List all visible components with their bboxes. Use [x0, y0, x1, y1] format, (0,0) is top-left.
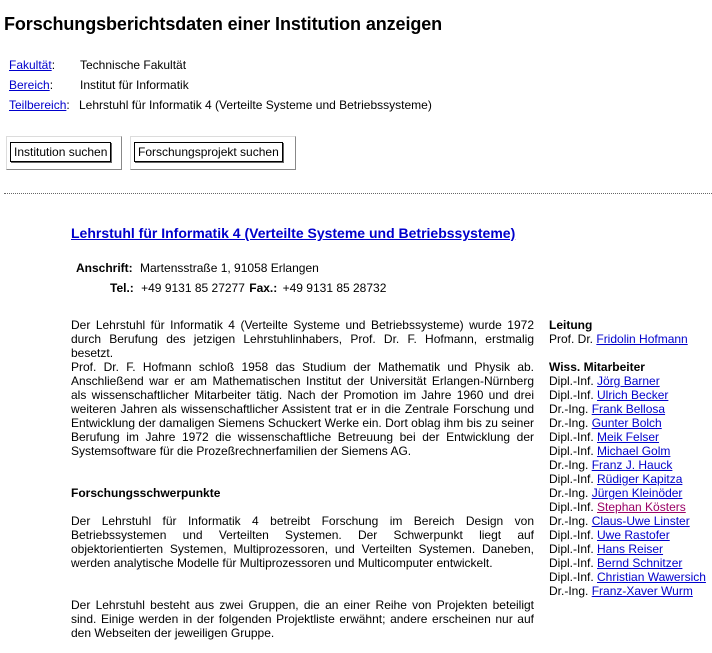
staff-person-link[interactable]: Jörg Barner — [597, 374, 660, 388]
staff-item — [549, 570, 709, 584]
staff-heading: Wiss. Mitarbeiter — [549, 360, 645, 374]
staff-person-link[interactable]: Franz J. Hauck — [591, 458, 673, 472]
staff-title: Dipl.-Inf. — [549, 556, 598, 570]
research-focus-heading: Forschungsschwerpunkte — [71, 486, 221, 500]
teilbereich-link[interactable]: Teilbereich — [9, 98, 67, 112]
staff-title: Dipl.-Inf. — [549, 500, 598, 514]
leadership-title: Prof. Dr. — [549, 332, 594, 346]
bereich-value: Institut für Informatik — [80, 78, 189, 92]
staff-person-link[interactable]: Stephan Kösters — [597, 500, 686, 514]
staff-item — [549, 500, 709, 514]
staff-item — [549, 472, 709, 486]
staff-item — [549, 584, 709, 598]
leadership-item — [549, 332, 709, 346]
staff-section — [549, 360, 709, 598]
description-history: Prof. Dr. F. Hofmann schloß 1958 das Studium der Mathematik und Physik ab. Anschließend war er am Mathematischen Institut der Universität Erlangen-Nürnberg als wissenschaftlicher Mitarbeiter tätig. Nach der Promotion im Jahre 1960 und drei weiteren Jahren als wissenschaftlicher Assistent trat er in die Zentrale Forschung und Entwicklung der damaligen Siemens Schuckert Werke ein. Dort oblag ihm bis zu seiner Berufung im Jahre 1972 die wissenschaftliche Betreuung bei der Entwicklung der Systemsoftware für die Prozeßrechnerfamilien der Siemens AG. — [71, 360, 534, 458]
staff-title: Dipl.-Inf. — [549, 388, 598, 402]
staff-person-link[interactable]: Rüdiger Kapitza — [597, 472, 683, 486]
staff-list — [549, 374, 709, 598]
institution-title-link[interactable]: Lehrstuhl für Informatik 4 (Verteilte Systeme und Betriebssysteme) — [71, 225, 516, 241]
staff-title: Dipl.-Inf. — [549, 374, 598, 388]
staff-title: Dipl.-Inf. — [549, 472, 598, 486]
staff-title: Dipl.-Inf. — [549, 570, 598, 584]
project-search-frame — [130, 136, 296, 170]
staff-title: Dipl.-Inf. — [549, 444, 598, 458]
address-row — [76, 261, 319, 275]
staff-title: Dipl.-Inf. — [549, 542, 598, 556]
leadership-section — [549, 318, 709, 346]
fakultaet-link[interactable]: Fakultät — [9, 58, 52, 72]
leadership-heading: Leitung — [549, 318, 593, 332]
staff-item — [549, 444, 709, 458]
description-intro: Der Lehrstuhl für Informatik 4 (Verteilte Systeme und Betriebssysteme) wurde 1972 durch Berufung des jetzigen Lehrstuhlinhabers, Prof. Dr. F. Hofmann, erstmalig besetzt. — [71, 318, 534, 360]
staff-title: Dipl.-Inf. — [549, 430, 598, 444]
staff-person-link[interactable]: Claus-Uwe Linster — [591, 514, 690, 528]
staff-person-link[interactable]: Uwe Rastofer — [597, 528, 670, 542]
project-search-button[interactable]: Forschungsprojekt suchen — [134, 142, 283, 162]
institution-search-frame — [6, 136, 122, 170]
institution-search-button[interactable]: Institution suchen — [10, 142, 111, 162]
fax-label: Fax.: — [249, 281, 278, 295]
staff-item — [549, 416, 709, 430]
staff-item — [549, 388, 709, 402]
meta-bereich: Bereich: Institut für Informatik — [9, 78, 189, 92]
address-value: Martensstraße 1, 91058 Erlangen — [140, 261, 319, 275]
phone-row — [110, 281, 386, 295]
staff-item — [549, 430, 709, 444]
staff-title: Dr.-Ing. — [549, 584, 592, 598]
staff-title: Dr.-Ing. — [549, 402, 592, 416]
tel-value: +49 9131 85 27277 — [141, 281, 245, 295]
staff-title: Dr.-Ing. — [549, 458, 592, 472]
research-focus-text: Der Lehrstuhl für Informatik 4 betreibt Forschung im Bereich Design von Betriebssystemen und Verteilten Systemen. Der Schwerpunkt liegt auf objektorientierten Systemen, Multiprozessoren, und Verteilten Systemen. Daneben, werden analytische Modelle für Multiprozessoren und Multicomputer entwickelt. — [71, 514, 534, 570]
staff-person-link[interactable]: Christian Wawersich — [597, 570, 706, 584]
fakultaet-value: Technische Fakultät — [80, 58, 187, 72]
staff-item — [549, 486, 709, 500]
staff-item — [549, 542, 709, 556]
staff-title: Dr.-Ing. — [549, 514, 592, 528]
staff-person-link[interactable]: Bernd Schnitzer — [597, 556, 683, 570]
meta-teilbereich: Teilbereich: Lehrstuhl für Informatik 4 (Verteilte Systeme und Betriebssysteme) — [9, 98, 432, 112]
staff-item — [549, 374, 709, 388]
staff-person-link[interactable]: Franz-Xaver Wurm — [591, 584, 693, 598]
staff-person-link[interactable]: Gunter Bolch — [591, 416, 662, 430]
staff-person-link[interactable]: Meik Felser — [597, 430, 660, 444]
staff-person-link[interactable]: Ulrich Becker — [597, 388, 669, 402]
staff-person-link[interactable]: Jürgen Kleinöder — [591, 486, 683, 500]
staff-person-link[interactable]: Hans Reiser — [597, 542, 664, 556]
staff-title: Dr.-Ing. — [549, 486, 592, 500]
staff-item — [549, 528, 709, 542]
leadership-person-link[interactable]: Fridolin Hofmann — [596, 332, 688, 346]
bereich-link[interactable]: Bereich — [9, 78, 50, 92]
divider — [4, 193, 712, 194]
staff-person-link[interactable]: Frank Bellosa — [591, 402, 666, 416]
staff-title: Dr.-Ing. — [549, 416, 592, 430]
teilbereich-value: Lehrstuhl für Informatik 4 (Verteilte Systeme und Betriebssysteme) — [79, 98, 432, 112]
fax-value: +49 9131 85 28732 — [282, 281, 387, 295]
staff-item — [549, 402, 709, 416]
staff-title: Dipl.-Inf. — [549, 528, 598, 542]
staff-item — [549, 556, 709, 570]
groups-text: Der Lehrstuhl besteht aus zwei Gruppen, die an einer Reihe von Projekten beteiligt sind. Einige werden in der folgenden Projektliste erwähnt; andere erscheinen nur auf den Webseiten der jeweiligen Gruppe. — [71, 598, 534, 640]
staff-item — [549, 458, 709, 472]
tel-label: Tel.: — [110, 281, 134, 295]
address-label: Anschrift: — [76, 261, 133, 275]
page-title: Forschungsberichtsdaten einer Institution anzeigen — [4, 14, 443, 34]
staff-item — [549, 514, 709, 528]
staff-person-link[interactable]: Michael Golm — [597, 444, 671, 458]
meta-fakultaet: Fakultät: Technische Fakultät — [9, 58, 187, 72]
